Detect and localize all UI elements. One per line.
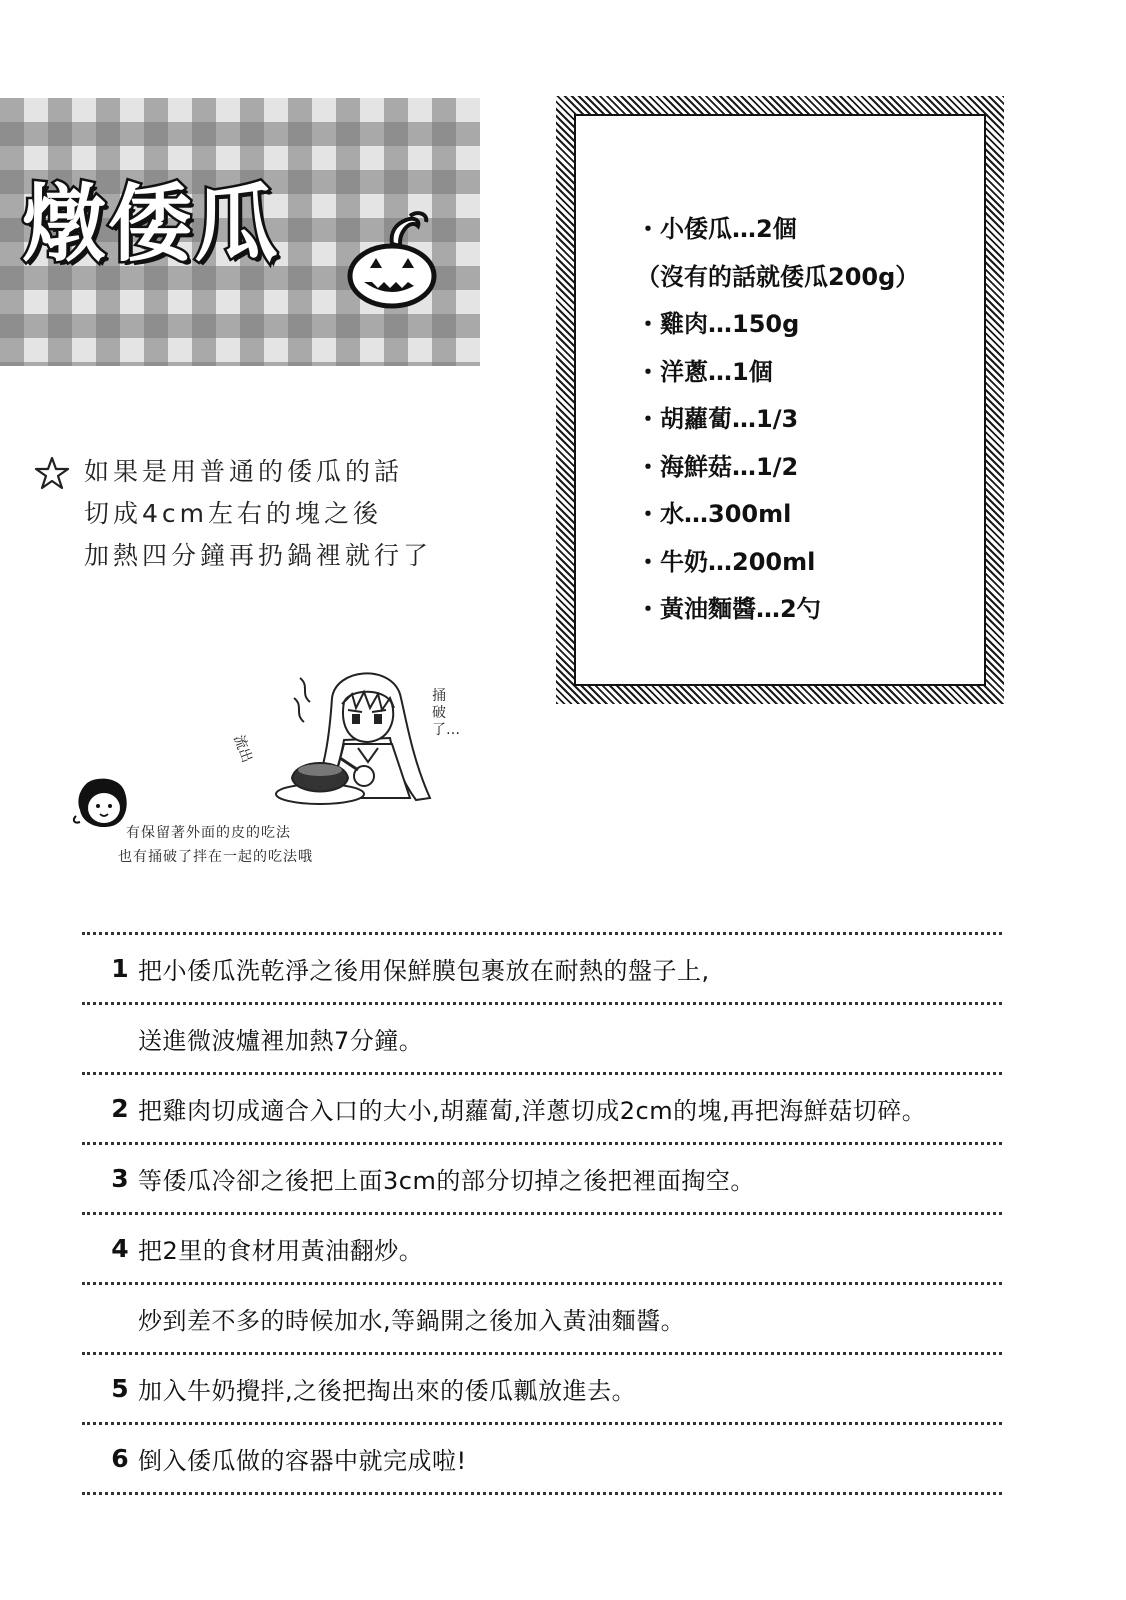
- flow-label: 流出: [230, 733, 255, 765]
- tip-line: 切成4cm左右的塊之後: [84, 499, 383, 528]
- step-row: [82, 1355, 1002, 1422]
- step-text: 把2里的食材用黃油翻炒。: [138, 1237, 424, 1265]
- step-number: 3: [111, 1164, 129, 1193]
- ingredients-list: [636, 206, 919, 634]
- step-number: 1: [111, 954, 129, 983]
- step-text: 倒入倭瓜做的容器中就完成啦!: [138, 1447, 467, 1475]
- ingredient-item: ・水…300ml: [636, 500, 792, 528]
- ingredient-item: ・胡蘿蔔…1/3: [636, 405, 799, 433]
- speech-line: 也有捅破了拌在一起的吃法哦: [118, 849, 313, 865]
- ingredient-item: ・黃油麵醬…2勺: [636, 595, 821, 623]
- ingredients-panel: [574, 114, 986, 686]
- step-number: 5: [111, 1374, 129, 1403]
- step-row: [82, 1075, 1002, 1142]
- ingredient-item: ・小倭瓜…2個: [636, 215, 797, 243]
- step-row: [82, 1005, 1002, 1072]
- ingredient-item: ・海鮮菇…1/2: [636, 452, 799, 481]
- step-text: 加入牛奶攪拌,之後把掏出來的倭瓜瓤放進去。: [138, 1377, 637, 1405]
- pierce-label: 捅破了…: [432, 688, 460, 738]
- recipe-title: 燉倭瓜: [22, 175, 281, 273]
- step-row: [82, 1215, 1002, 1282]
- ingredient-item: ・牛奶…200ml: [636, 547, 816, 576]
- chibi-face-icon: [72, 776, 130, 828]
- step-row: [82, 1285, 1002, 1352]
- pumpkin-icon: [344, 206, 440, 310]
- step-number: 4: [111, 1234, 129, 1263]
- step-text: 把雞肉切成適合入口的大小,胡蘿蔔,洋蔥切成2cm的塊,再把海鮮菇切碎。: [138, 1097, 927, 1125]
- tip-line: 如果是用普通的倭瓜的話: [84, 457, 404, 486]
- step-text: 炒到差不多的時候加水,等鍋開之後加入黃油麵醬。: [138, 1307, 686, 1335]
- ingredient-item: ・洋蔥…1個: [636, 357, 773, 386]
- step-row: [82, 1145, 1002, 1212]
- divider: [82, 1492, 1002, 1495]
- speech-line: 有保留著外面的皮的吃法: [126, 825, 291, 841]
- ingredients-frame: [556, 96, 1004, 704]
- ingredient-item: （沒有的話就倭瓜200g）: [636, 262, 920, 291]
- step-text: 等倭瓜冷卻之後把上面3cm的部分切掉之後把裡面掏空。: [138, 1167, 755, 1195]
- star-icon: [34, 456, 70, 492]
- step-number: 2: [111, 1094, 129, 1123]
- step-row: [82, 1425, 1002, 1492]
- step-row: [82, 935, 1002, 1002]
- step-number: 6: [111, 1444, 129, 1473]
- steps-section: [82, 932, 1002, 1495]
- ingredient-item: ・雞肉…150g: [636, 310, 800, 338]
- step-text: 送進微波爐裡加熱7分鐘。: [138, 1027, 424, 1055]
- step-text: 把小倭瓜洗乾淨之後用保鮮膜包裹放在耐熱的盤子上,: [138, 957, 710, 985]
- tip-line: 加熱四分鐘再扔鍋裡就行了: [84, 541, 433, 570]
